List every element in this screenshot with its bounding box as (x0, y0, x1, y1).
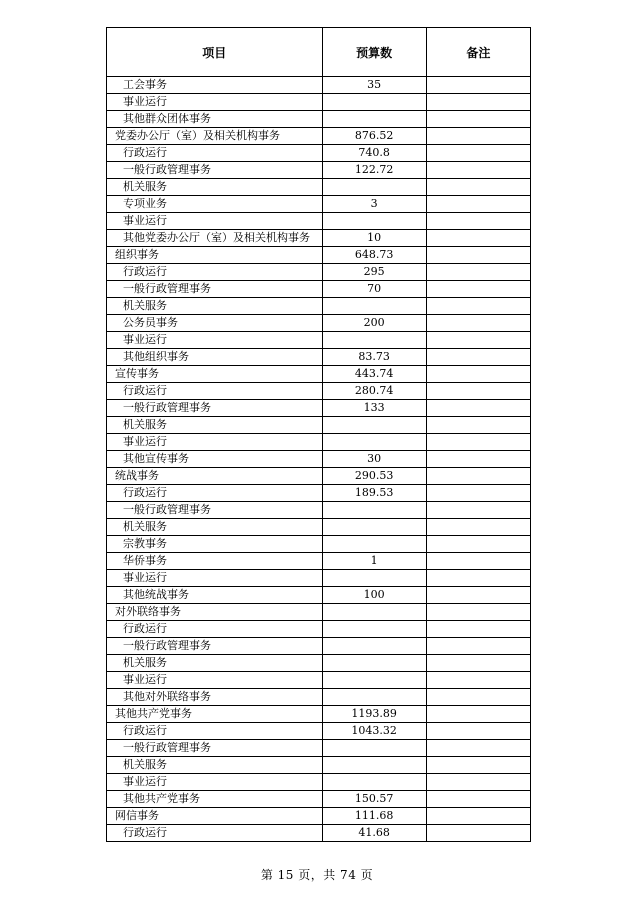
item-cell: 其他群众团体事务 (107, 111, 323, 128)
table-row (107, 621, 531, 638)
table-row (107, 774, 531, 791)
note-cell (426, 672, 530, 689)
item-cell: 宣传事务 (107, 366, 323, 383)
note-cell (426, 298, 530, 315)
budget-cell: 1 (322, 553, 426, 570)
note-cell (426, 706, 530, 723)
budget-cell (322, 298, 426, 315)
item-cell: 其他党委办公厅（室）及相关机构事务 (107, 230, 323, 247)
budget-cell (322, 570, 426, 587)
item-cell: 事业运行 (107, 570, 323, 587)
budget-cell (322, 638, 426, 655)
table-row (107, 655, 531, 672)
budget-cell (322, 417, 426, 434)
budget-cell: 443.74 (322, 366, 426, 383)
item-cell: 机关服务 (107, 519, 323, 536)
table-row (107, 196, 531, 213)
item-cell: 其他宣传事务 (107, 451, 323, 468)
note-cell (426, 77, 530, 94)
budget-cell (322, 519, 426, 536)
item-cell: 行政运行 (107, 825, 323, 842)
budget-cell (322, 111, 426, 128)
budget-cell (322, 179, 426, 196)
table-row (107, 230, 531, 247)
budget-cell: 70 (322, 281, 426, 298)
note-cell (426, 111, 530, 128)
budget-cell (322, 213, 426, 230)
table-row (107, 519, 531, 536)
budget-cell: 150.57 (322, 791, 426, 808)
budget-cell: 189.53 (322, 485, 426, 502)
item-cell: 事业运行 (107, 213, 323, 230)
note-cell (426, 485, 530, 502)
budget-cell: 200 (322, 315, 426, 332)
table-row (107, 349, 531, 366)
note-cell (426, 468, 530, 485)
item-cell: 网信事务 (107, 808, 323, 825)
table-row (107, 757, 531, 774)
note-cell (426, 808, 530, 825)
item-cell: 宗教事务 (107, 536, 323, 553)
note-cell (426, 383, 530, 400)
table-row (107, 536, 531, 553)
table-header-row (107, 28, 531, 77)
budget-cell: 3 (322, 196, 426, 213)
table-row (107, 587, 531, 604)
note-cell (426, 451, 530, 468)
note-cell (426, 655, 530, 672)
note-cell (426, 162, 530, 179)
note-cell (426, 740, 530, 757)
item-cell: 其他组织事务 (107, 349, 323, 366)
item-cell: 华侨事务 (107, 553, 323, 570)
table-row (107, 264, 531, 281)
page-number: 第 15 页，共 74 页 (260, 868, 374, 882)
budget-cell: 290.53 (322, 468, 426, 485)
item-cell: 一般行政管理事务 (107, 740, 323, 757)
table-row (107, 332, 531, 349)
note-cell (426, 349, 530, 366)
table-row (107, 808, 531, 825)
budget-cell (322, 757, 426, 774)
table-row (107, 145, 531, 162)
item-cell: 事业运行 (107, 774, 323, 791)
budget-cell: 10 (322, 230, 426, 247)
budget-cell (322, 672, 426, 689)
note-cell (426, 774, 530, 791)
note-cell (426, 723, 530, 740)
note-cell (426, 502, 530, 519)
item-cell: 行政运行 (107, 145, 323, 162)
table-row (107, 434, 531, 451)
note-cell (426, 536, 530, 553)
note-cell (426, 434, 530, 451)
item-cell: 组织事务 (107, 247, 323, 264)
note-cell (426, 689, 530, 706)
note-cell (426, 230, 530, 247)
budget-cell: 30 (322, 451, 426, 468)
table-row (107, 485, 531, 502)
item-cell: 对外联络事务 (107, 604, 323, 621)
budget-cell: 83.73 (322, 349, 426, 366)
note-cell (426, 264, 530, 281)
note-cell (426, 553, 530, 570)
note-cell (426, 621, 530, 638)
budget-cell (322, 689, 426, 706)
budget-cell (322, 94, 426, 111)
table-row (107, 740, 531, 757)
note-cell (426, 281, 530, 298)
item-cell: 统战事务 (107, 468, 323, 485)
item-cell: 行政运行 (107, 723, 323, 740)
budget-cell: 280.74 (322, 383, 426, 400)
table-row (107, 400, 531, 417)
item-cell: 其他共产党事务 (107, 706, 323, 723)
item-cell: 一般行政管理事务 (107, 281, 323, 298)
item-cell: 行政运行 (107, 383, 323, 400)
budget-cell: 295 (322, 264, 426, 281)
budget-cell (322, 655, 426, 672)
item-cell: 其他对外联络事务 (107, 689, 323, 706)
table-row (107, 162, 531, 179)
item-cell: 机关服务 (107, 417, 323, 434)
item-cell: 行政运行 (107, 485, 323, 502)
table-row (107, 723, 531, 740)
budget-cell: 740.8 (322, 145, 426, 162)
table-body (107, 77, 531, 842)
header-item: 项目 (107, 28, 323, 77)
item-cell: 一般行政管理事务 (107, 400, 323, 417)
table-row (107, 553, 531, 570)
header-note: 备注 (426, 28, 530, 77)
item-cell: 机关服务 (107, 298, 323, 315)
table-row (107, 638, 531, 655)
table-row (107, 179, 531, 196)
header-budget: 预算数 (322, 28, 426, 77)
note-cell (426, 315, 530, 332)
table-row (107, 77, 531, 94)
budget-cell: 41.68 (322, 825, 426, 842)
table-row (107, 706, 531, 723)
item-cell: 机关服务 (107, 757, 323, 774)
note-cell (426, 417, 530, 434)
note-cell (426, 247, 530, 264)
item-cell: 机关服务 (107, 655, 323, 672)
note-cell (426, 332, 530, 349)
table-row (107, 247, 531, 264)
item-cell: 一般行政管理事务 (107, 162, 323, 179)
note-cell (426, 400, 530, 417)
table-row (107, 417, 531, 434)
note-cell (426, 519, 530, 536)
budget-cell (322, 434, 426, 451)
note-cell (426, 825, 530, 842)
budget-cell: 100 (322, 587, 426, 604)
budget-cell: 648.73 (322, 247, 426, 264)
note-cell (426, 94, 530, 111)
budget-cell (322, 502, 426, 519)
note-cell (426, 587, 530, 604)
item-cell: 行政运行 (107, 621, 323, 638)
budget-cell: 1193.89 (322, 706, 426, 723)
table-row (107, 298, 531, 315)
table-row (107, 502, 531, 519)
note-cell (426, 196, 530, 213)
item-cell: 一般行政管理事务 (107, 502, 323, 519)
note-cell (426, 638, 530, 655)
item-cell: 事业运行 (107, 434, 323, 451)
budget-cell (322, 774, 426, 791)
table-row (107, 672, 531, 689)
budget-cell (322, 740, 426, 757)
item-cell: 党委办公厅（室）及相关机构事务 (107, 128, 323, 145)
table-row (107, 94, 531, 111)
budget-table (106, 27, 531, 842)
budget-cell (322, 536, 426, 553)
note-cell (426, 791, 530, 808)
note-cell (426, 128, 530, 145)
budget-cell: 35 (322, 77, 426, 94)
table-row (107, 128, 531, 145)
table-row (107, 111, 531, 128)
budget-cell: 111.68 (322, 808, 426, 825)
note-cell (426, 366, 530, 383)
table-row (107, 604, 531, 621)
note-cell (426, 145, 530, 162)
budget-cell: 122.72 (322, 162, 426, 179)
table-row (107, 791, 531, 808)
table-row (107, 383, 531, 400)
budget-cell: 1043.32 (322, 723, 426, 740)
item-cell: 专项业务 (107, 196, 323, 213)
table-row (107, 366, 531, 383)
table-row (107, 689, 531, 706)
table-row (107, 825, 531, 842)
table-row (107, 570, 531, 587)
budget-cell: 133 (322, 400, 426, 417)
table-row (107, 451, 531, 468)
table-row (107, 213, 531, 230)
item-cell: 一般行政管理事务 (107, 638, 323, 655)
item-cell: 行政运行 (107, 264, 323, 281)
table-row (107, 315, 531, 332)
item-cell: 事业运行 (107, 672, 323, 689)
table-row (107, 281, 531, 298)
note-cell (426, 179, 530, 196)
table-row (107, 468, 531, 485)
item-cell: 工会事务 (107, 77, 323, 94)
note-cell (426, 604, 530, 621)
budget-cell (322, 604, 426, 621)
item-cell: 事业运行 (107, 332, 323, 349)
budget-cell (322, 621, 426, 638)
item-cell: 事业运行 (107, 94, 323, 111)
budget-cell (322, 332, 426, 349)
note-cell (426, 570, 530, 587)
note-cell (426, 213, 530, 230)
item-cell: 机关服务 (107, 179, 323, 196)
item-cell: 其他统战事务 (107, 587, 323, 604)
item-cell: 公务员事务 (107, 315, 323, 332)
budget-cell: 876.52 (322, 128, 426, 145)
item-cell: 其他共产党事务 (107, 791, 323, 808)
note-cell (426, 757, 530, 774)
